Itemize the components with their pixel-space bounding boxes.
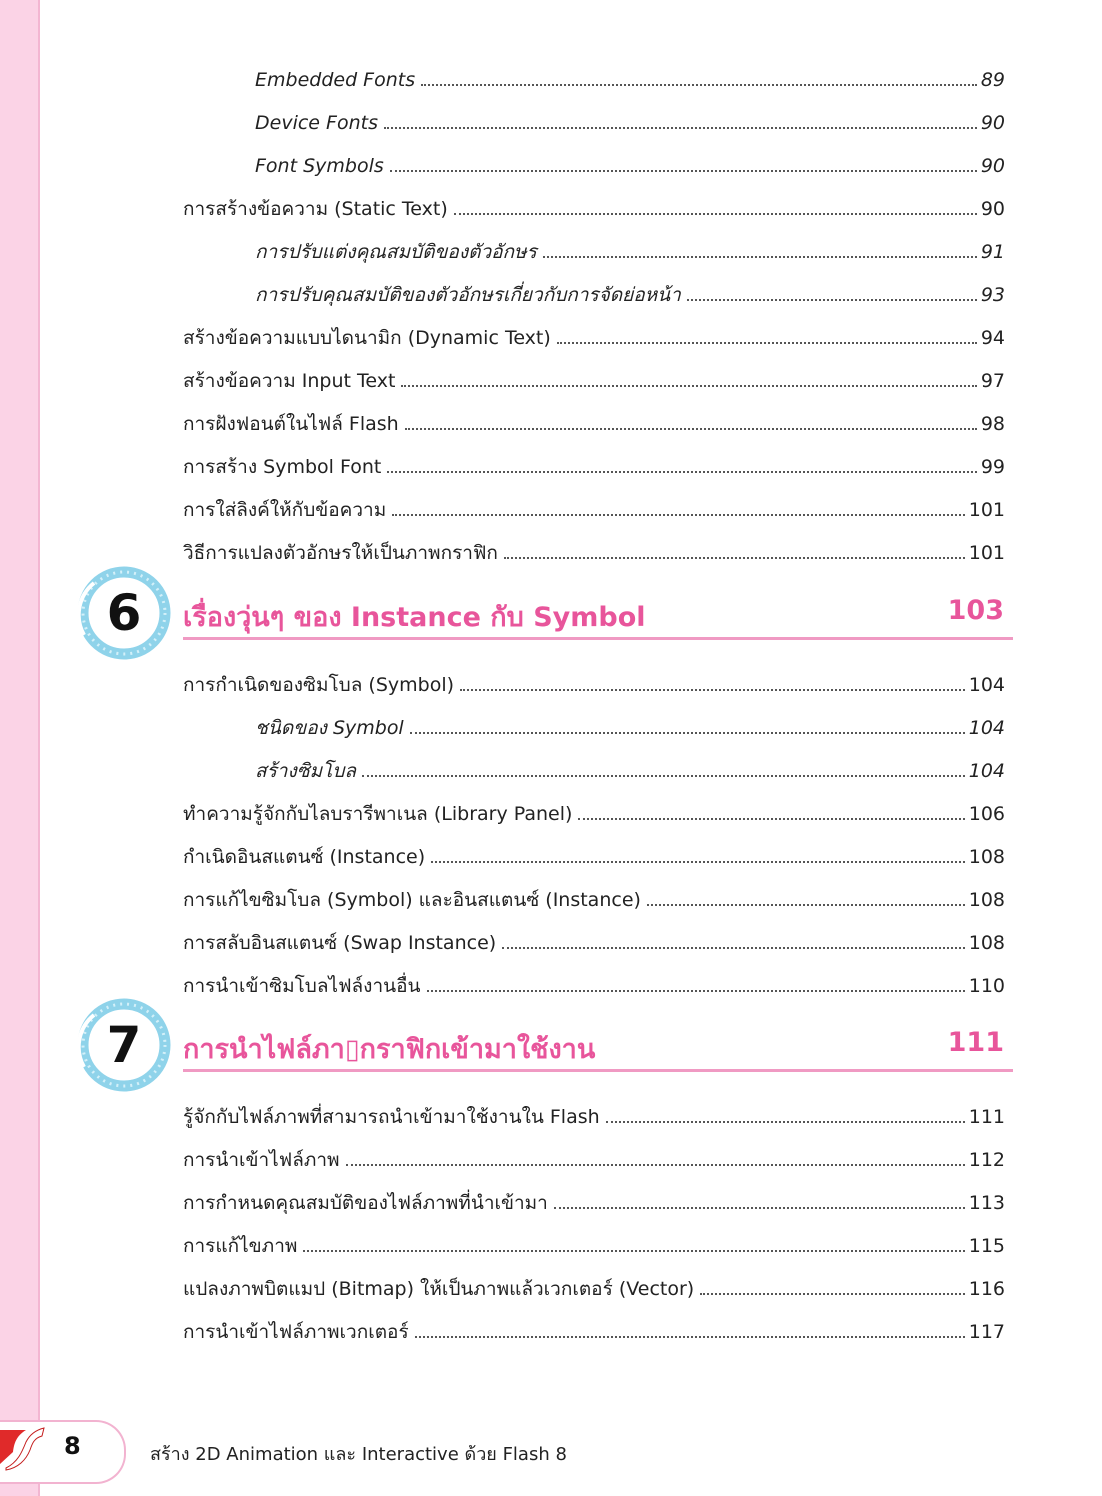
dot-leader [454,213,977,215]
toc-entry-page: 97 [980,370,1005,392]
toc-entry-title: การนำเข้าไฟล์ภาพ [183,1149,340,1171]
toc-entry-page: 111 [968,1106,1005,1128]
toc-entry [183,449,1005,479]
toc-entry-page: 104 [968,717,1005,739]
toc-entry-page: 101 [968,542,1005,564]
dot-leader [504,557,965,559]
toc-entry-title: Device Fonts [255,112,378,134]
toc-entry-page: 115 [968,1235,1005,1257]
toc-entry-page: 90 [980,155,1005,177]
toc-entry [183,925,1005,955]
toc-entry [255,753,1005,783]
chapter-underline [183,637,1013,640]
chapter-badge [76,997,172,1093]
toc-entry [183,667,1005,697]
dot-leader [647,904,965,906]
dot-leader [557,342,977,344]
toc-entry-title: การใส่ลิงค์ให้กับข้อความ [183,499,387,521]
toc-entry-page: 110 [968,975,1005,997]
toc-entry-title: การกำหนดคุณสมบัติของไฟล์ภาพที่นำเข้ามา [183,1192,548,1214]
dot-leader [415,1336,965,1338]
chapter-badge [76,565,172,661]
toc-entry [183,1185,1005,1215]
toc-entry-title: ทำความรู้จักกับไลบรารีพาเนล (Library Panel) [183,803,573,825]
toc-entry [183,1314,1005,1344]
toc-entry [255,234,1005,264]
toc-entry [183,320,1005,350]
chapter-number: 6 [106,584,142,642]
dot-leader [346,1164,965,1166]
dot-leader [431,861,965,863]
toc-entry-page: 104 [968,760,1005,782]
dot-leader [410,732,965,734]
dot-leader [700,1293,965,1295]
toc-entry-title: กำเนิดอินสแตนซ์ (Instance) [183,846,426,868]
toc-entry-page: 112 [968,1149,1005,1171]
dot-leader [606,1121,965,1123]
toc-entry [183,363,1005,393]
toc-entry-title: การแก้ไขภาพ [183,1235,298,1257]
dot-leader [303,1250,964,1252]
flash-logo-icon [0,1422,50,1472]
chapter-6-header [76,565,1016,661]
toc-entry-title: การปรับคุณสมบัติของตัวอักษรเกี่ยวกับการจัดย่อหน้า [255,284,681,306]
chapter-title: การนำไฟล์ภา▯กราฟิกเข้ามาใช้งาน [183,1034,596,1065]
dot-leader [384,127,977,129]
toc-entry [183,968,1005,998]
toc-entry-title: สร้างข้อความ Input Text [183,370,396,392]
toc-entry-title: การแก้ไขซิมโบล (Symbol) และอินสแตนซ์ (Instance) [183,889,641,911]
toc-entry-title: สร้างข้อความแบบไดนามิก (Dynamic Text) [183,327,551,349]
toc-entry [183,1142,1005,1172]
dot-leader [401,385,976,387]
toc-entry-page: 91 [980,241,1005,263]
toc-entry-title: การสลับอินสแตนซ์ (Swap Instance) [183,932,497,954]
toc-entry-page: 90 [980,198,1005,220]
toc-entry-page: 116 [968,1278,1005,1300]
toc-entry-page: 89 [980,69,1005,91]
toc-entry [183,1099,1005,1129]
toc-entry-title: การนำเข้าไฟล์ภาพเวกเตอร์ [183,1321,409,1343]
toc-entry-title: การสร้าง Symbol Font [183,456,382,478]
toc-entry-page: 113 [968,1192,1005,1214]
toc-entry-title: การสร้างข้อความ (Static Text) [183,198,448,220]
toc-entry [183,1228,1005,1258]
dot-leader [362,775,965,777]
toc-entry [183,839,1005,869]
dot-leader [390,170,977,172]
toc-entry-page: 93 [980,284,1005,306]
dot-leader [502,947,965,949]
footer-book-title: สร้าง 2D Animation และ Interactive ด้วย Flash 8 [150,1444,567,1465]
toc-entry-page: 108 [968,846,1005,868]
dot-leader [554,1207,965,1209]
toc-entry-title: แปลงภาพบิตแมป (Bitmap) ให้เป็นภาพแล้วเวกเตอร์ (Vector) [183,1278,695,1300]
toc-entry-page: 106 [968,803,1005,825]
toc-entry [183,535,1005,565]
toc-entry-title: วิธีการแปลงตัวอักษรให้เป็นภาพกราฟิก [183,542,498,564]
footer-page-number: 8 [64,1432,81,1460]
dot-leader [421,84,977,86]
toc-entry [255,148,1005,178]
toc-entry-title: ชนิดของ Symbol [255,717,404,739]
toc-entry-title: การฝังฟอนต์ในไฟล์ Flash [183,413,399,435]
chapter-title: เรื่องวุ่นๆ ของ Instance กับ Symbol [183,602,646,633]
toc-entry-page: 104 [968,674,1005,696]
toc-entry [255,277,1005,307]
dot-leader [578,818,964,820]
toc-entry [255,105,1005,135]
toc-entry-page: 101 [968,499,1005,521]
chapter-page: 103 [947,595,1004,626]
toc-entry-title: รู้จักกับไฟล์ภาพที่สามารถนำเข้ามาใช้งานใน Flash [183,1106,600,1128]
chapter-number: 7 [106,1016,142,1074]
toc-entry [183,406,1005,436]
toc-entry-title: การปรับแต่งคุณสมบัติของตัวอักษร [255,241,537,263]
page-footer [0,1412,1102,1496]
dot-leader [687,299,977,301]
toc-entry-page: 99 [980,456,1005,478]
chapter-7-header [76,997,1016,1093]
toc-entry-title: Font Symbols [255,155,384,177]
dot-leader [392,514,965,516]
toc-entry [183,492,1005,522]
toc-entry-title: การกำเนิดของซิมโบล (Symbol) [183,674,455,696]
toc-entry-page: 94 [980,327,1005,349]
dot-leader [460,689,965,691]
toc-entry [183,796,1005,826]
toc-entry-title: Embedded Fonts [255,69,416,91]
toc-entry [255,62,1005,92]
toc-entry-page: 90 [980,112,1005,134]
toc-entry-page: 98 [980,413,1005,435]
toc-entry-page: 117 [968,1321,1005,1343]
dot-leader [387,471,976,473]
chapter-underline [183,1069,1013,1072]
toc-entry-title: สร้างซิมโบล [255,760,357,782]
dot-leader [427,990,965,992]
toc-entry-page: 108 [968,932,1005,954]
chapter-page: 111 [947,1027,1004,1058]
toc-entry [183,191,1005,221]
toc-entry [183,882,1005,912]
toc-entry [255,710,1005,740]
dot-leader [543,256,977,258]
toc-entry [183,1271,1005,1301]
dot-leader [405,428,977,430]
toc-entry-page: 108 [968,889,1005,911]
toc-entry-title: การนำเข้าซิมโบลไฟล์งานอื่น [183,975,421,997]
